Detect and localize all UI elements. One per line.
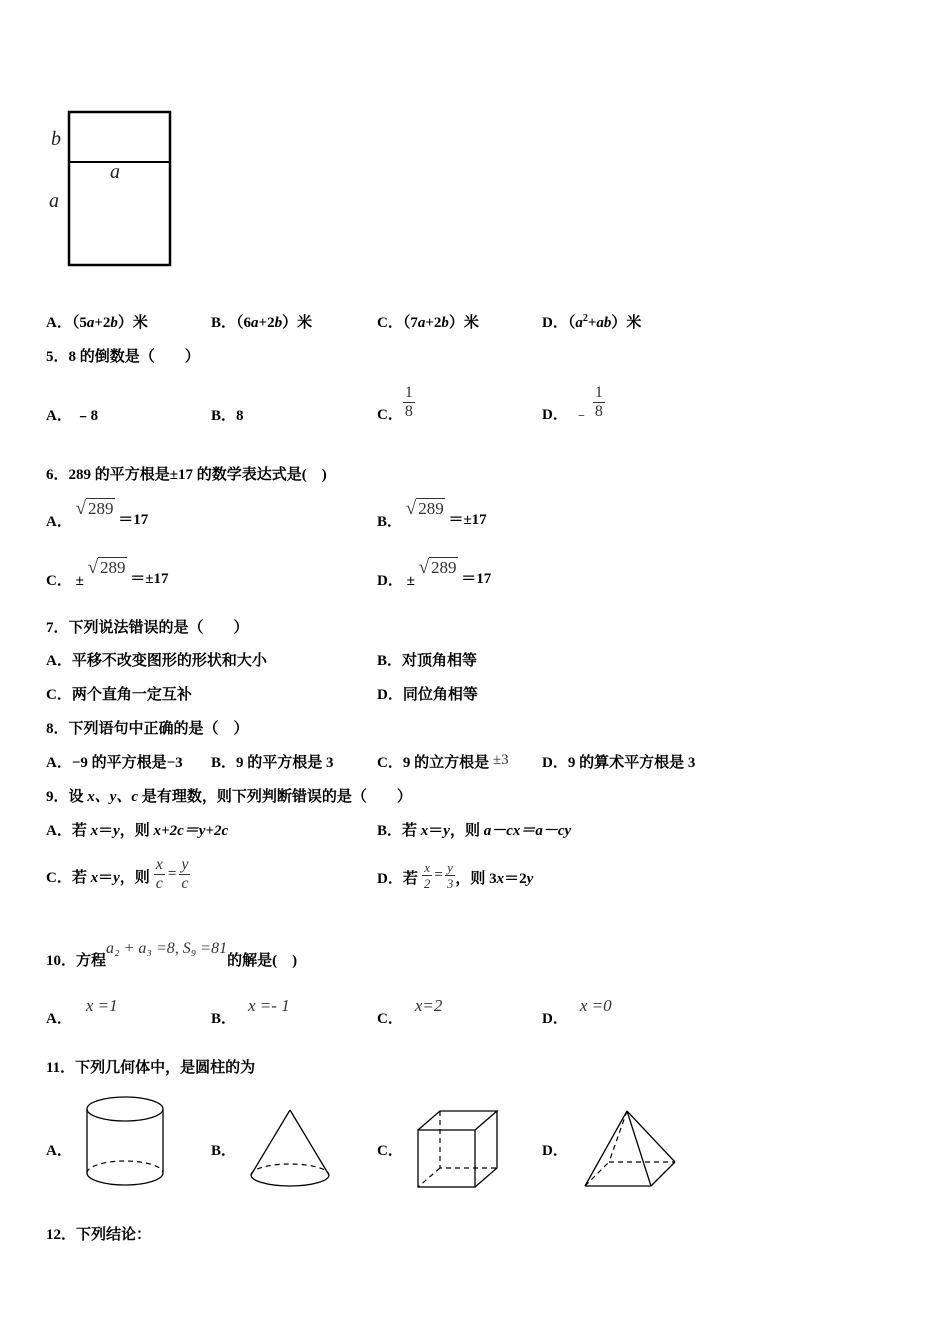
q10-option-b[interactable]: B．x =- 1 [211,996,290,1027]
fraction-y-over-3: $\frac{y}{3}$ [446,860,454,891]
q7-stem: 7．下列说法错误的是（ ） [46,620,249,636]
q10-option-a[interactable]: A．x =1 [46,996,118,1027]
fraction-x-over-c: $\frac{x}{c}$ [155,856,163,892]
q5-stem: 5．8 的倒数是（ ） [46,349,200,365]
cylinder-icon[interactable] [84,1095,166,1187]
sqrt-289: √ 289 [75,498,114,519]
q9-option-a[interactable]: A．若 x＝y，则 x+2c＝y+2c [46,823,229,839]
q10-stem: 10．方程a₂ + a₃ =8, S₉ =81的解是( ) [46,940,298,969]
q11-option-d-label[interactable]: D． [542,1143,568,1159]
q9-option-d[interactable]: D．若 $\frac{x}{2}$ = $\frac{y}{3}$ ，则 3x＝2y [377,860,534,891]
q6-option-a[interactable]: A． √ 289 ＝17 [46,498,149,530]
q6-option-d[interactable]: D． ± √ 289 ＝17 [377,557,492,589]
q4-option-d[interactable]: D．$(a^2+ab)$米 [542,313,642,331]
q8-option-c[interactable]: C．9 的立方根是 ±3 [377,752,509,771]
q10-option-d[interactable]: D．x =0 [542,996,612,1027]
q7-option-a[interactable]: A．平移不改变图形的形状和大小 [46,653,267,669]
q4-option-c[interactable]: C．（7a+2b）米 [377,315,479,331]
rect-outline [69,112,170,265]
fraction-x-over-2: $\frac{x}{2}$ [423,860,431,891]
fraction-one-eighth: $\frac{1}{8}$ [404,383,413,420]
pyramid-icon[interactable] [582,1108,678,1190]
q10-option-c[interactable]: C．x=2 [377,996,443,1027]
q7-option-d[interactable]: D．同位角相等 [377,687,478,703]
sqrt-289: √ 289 [405,498,444,519]
q8-stem: 8．下列语句中正确的是（ ） [46,721,249,737]
q4-option-b[interactable]: B．（6a+2b）米 [211,315,313,331]
sqrt-289: √ 289 [418,557,457,578]
q12-stem: 12．下列结论： [46,1227,152,1243]
q4-option-a[interactable]: A．（5a+2b）米 [46,315,148,331]
fraction-y-over-c: $\frac{y}{c}$ [181,856,189,892]
cone-icon[interactable] [248,1107,332,1189]
q5-option-d[interactable]: D． ﹣ $\frac{1}{8}$ [542,383,603,423]
q9-option-b[interactable]: B．若 x＝y，则 a－cx＝a－cy [377,823,572,839]
q11-option-b-label[interactable]: B． [211,1143,237,1159]
q9-option-c[interactable]: C．若 x＝y，则 $\frac{x}{c}$ = $\frac{y}{c}$ [46,856,189,892]
q5-option-c[interactable]: C． $\frac{1}{8}$ [377,383,413,423]
q8-option-a[interactable]: A．−9 的平方根是−3 [46,755,183,771]
label-b: b [51,128,61,150]
q8-option-b[interactable]: B．9 的平方根是 3 [211,755,334,771]
q5-option-b[interactable]: B．8 [211,408,244,424]
q9-stem: 9．设 x、y、c 是有理数，则下列判断错误的是（ ） [46,789,412,805]
cube-icon[interactable] [415,1108,503,1190]
label-a-left: a [49,190,59,212]
q6-stem: 6．289 的平方根是±17 的数学表达式是( ) [46,467,327,483]
q7-option-c[interactable]: C．两个直角一定互补 [46,687,192,703]
q11-option-a-label[interactable]: A． [46,1143,72,1159]
fraction-neg-one-eighth: $\frac{1}{8}$ [594,383,603,420]
q11-stem: 11．下列几何体中，是圆柱的为 [46,1060,256,1076]
q11-option-c-label[interactable]: C． [377,1143,403,1159]
q6-option-b[interactable]: B． √ 289 ＝±17 [377,498,487,530]
label-a-top: a [110,161,120,183]
sqrt-289: √ 289 [87,557,126,578]
q8-option-d[interactable]: D．9 的算术平方根是 3 [542,755,696,771]
q5-option-a[interactable]: A． ﹣8 [46,408,99,424]
q7-option-b[interactable]: B．对顶角相等 [377,653,478,669]
q6-option-c[interactable]: C． ± √ 289 ＝±17 [46,557,169,589]
